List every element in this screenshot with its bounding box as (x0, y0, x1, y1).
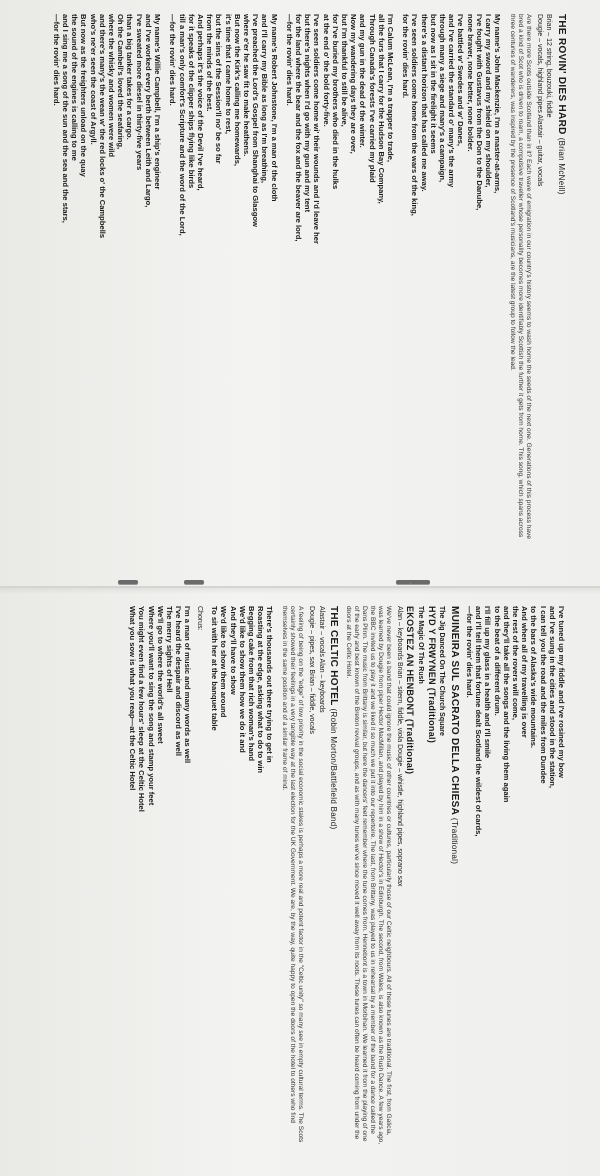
verse: I'm Calum McLean, I'm a trapper to trade, all the furs that I carry for the Hudson Bay Company, Through Canada's forests I've carried my plaid and my gun in the dead of the winter. Now my wandering days they are over, but I'm thankful to still be alive, for I've buried my brothers who died in the hulks at the end o' the bold forty-five. I've seen soldiers come home wi' their wounds and I'd leave her but there's nights when I'd go with my gun and my tent for the land where the bear and the fox and the beaver are lord, —for the rovin' dies hard. (284, 14, 395, 244)
fold-shadow (0, 588, 600, 594)
tune-title: HYD Y FRWYNEN (Traditional) (426, 606, 437, 744)
performer-credits (306, 606, 325, 1146)
song-note: A feeling of being on the "edge" of low priority in the social economic stakes is perhaps a more real and potent factor in the "Celtic unity" so many see in empty cultural terms. The Scots certainly showed their feelings in a very tangible way at the last election for the UK Government. We are, by the way, quite happy to open the doors of the hotel to others who find themselves in the same position and of a similar frame of mind. (281, 606, 305, 1143)
song-composer: (Traditional) (449, 817, 459, 865)
chorus: I'm a man of music and many words as well I've heard the despair and discord as well The merry sights of Hell We'll go to where the world's all sweet Where you'll want to sing the song and stamp your feet You might even find a few hours' sleep at the Celtic Hotel What you sow is what you reap—at the Celtic Hotel (128, 606, 193, 812)
song-note: We've never been a band that could ignore the music of other countries or cultures, particularly those of our Celtic neighbours. All of these tunes are traditional. The first, from Galicia, was learned by Dougie from piper Hector MacMillan, and played by him in a show of Hector's in Edinburgh. The second, from Wales, is also known as the Rush Dance. A few years ago, the BBC invited us to play it and we liked it so much we put it into our repertoire. The last, from Brittany, was played to us in rehearsal by a member of the band for a dance called the Dans Plinn. The music from Brittany is similar, but here the dancers' feet remember where the tune comes from. Hennebont is a town in Morbihan. We learned it from the playing of one of the early and best known of the Breton revival groups, and as with many tunes we've since moved it well away from its roots. These tunes can often be heard coming from under the doors at the Celtic Hotel. (345, 606, 393, 1145)
tune-subtitle: The Magic Of The Rush (416, 606, 424, 684)
page-rovin-dies-hard (26, 14, 566, 562)
verse: My name's Willie Campbell, I'm a ship's engineer and I've worked every berth between Leith and Largo, I've sweated more diesel in thirty-five years than a big tanker takes for a cargo. Oh the Cambell's loved the seafaring, where the whisky and women were wild and there's many's the wean w' the red locks o' the Campbells who's ne'er seen the coast of Argyll. But now as the freighters unload on the quay the sound of the engines is calling to me and I sing me a song of the sun and the sea and the stars, —for the rovin' dies hard. (51, 14, 163, 239)
verse: My name's Robert Johnstone, I'm a man of the cloth and I'll carry my Bible as long as I'm breathing, I've preached the Lord's Gospel from Shanghai to Glasgow where e'er he saw fit to make heathens. But now the Kirk's calling me homewards, it's time that I came home to rest, but the sins of the Session'll no' be so far from the minds of the best. And perhaps it's the voice of the Devil I've heard, for it speaks of the clipper ships flying like birds till a man's only comfort's Scripture and the word of the Lord, —for the rovin' dies hard. (168, 14, 279, 236)
page-celtic-hotel (26, 606, 566, 1166)
song-title-text: THE CELTIC HOTEL (328, 606, 340, 706)
performer-credits: Alan – keyboards Brian – sitern, fiddle, viola Dougie – whistle, highland pipes, soprano sax (395, 606, 403, 887)
song-title (329, 606, 339, 1146)
credit-line: Dougie – pipes, sax Brian – fiddle, vocals (308, 606, 316, 735)
column-1 (122, 606, 566, 1146)
credit-line: Dougie – vocals, highland pipes Alastair – guitar, vocals (535, 14, 543, 187)
staple (410, 580, 430, 584)
song-title-text: THE ROVIN' DIES HARD (556, 14, 567, 135)
song-title (556, 14, 566, 554)
chorus-label: Chorus: (196, 606, 203, 631)
song-composer: (Brian McNeill) (557, 137, 566, 195)
verse: There's thousands out there trying to get in Roasting at the edge, asking what to do to win Begging cake from that rich woman's hand We'd like to show them how we do it and And they'll have to show We'd like to show them around To sit with her at the banquet table (210, 606, 275, 774)
song-composer: (Robin Morton/Battlefield Band) (329, 708, 339, 830)
verse-final-rovin: I've tuned up my fiddle and I've rosined my bow and I've sung in the cities and stood in the station, I can tell you the road and the miles from Dundee to the bars of Alaska's wide mountains. And when all of my travelling is over the rest of the rovers will come, and they'll take all the songs and the living them again to the beat of a different drum. I'll fill up my glass in a health and I'll smile and I'll tell them that fortune dealt Scotland the wildest of cards, —for the rovin' dies hard. (464, 606, 566, 837)
credit-line: Alastair – vocals Alan – keyboards (317, 606, 325, 713)
staple (184, 580, 204, 584)
verse: My name's John Mackenzie, I'm a master-at-arms, I carry my sword and my shield on my shoulder, I've fought with Gustavus from the Don to the Danube, none braver, none better, none bolder. I've battled w' Swedes and w' Danes, and I've carried the standard o' many's the army through many a siege and many's a campaign, but now as I sit in the firelight it seems there's a distant horizon that has called me away. I've seen soldiers come home from the wars of the king, for the rovin' dies hard. (401, 14, 503, 216)
staple (118, 580, 138, 584)
song-title-text: MUINEIRA SUL SACRATO DELLA CHIESA (448, 606, 460, 815)
tune-subtitle: The Jig Danced On The Church Square (438, 606, 446, 736)
performer-credits (534, 14, 553, 554)
column-1 (46, 14, 566, 554)
song-intro-note: Are there more Scots outside Scotland than in it? Each wave of emigration in our country's history seems to wash home the seeds of the next one. Generations of this process have bred a kind of Scot who is driven to roam, a compulsive traveller whose personality becomes more identifiably Scottish the further it gets from home. This song, which spans across three centuries of wanderers, was inspired by the presence of Scotland's musicians, are the latest group to follow the lead. (509, 14, 533, 540)
tune-title: EKOSTEZ AN HENBONT (Traditional) (405, 606, 416, 775)
song-title (449, 606, 459, 1146)
credit-line: Brian – 12 string, bouzouki, fiddle (545, 14, 553, 118)
